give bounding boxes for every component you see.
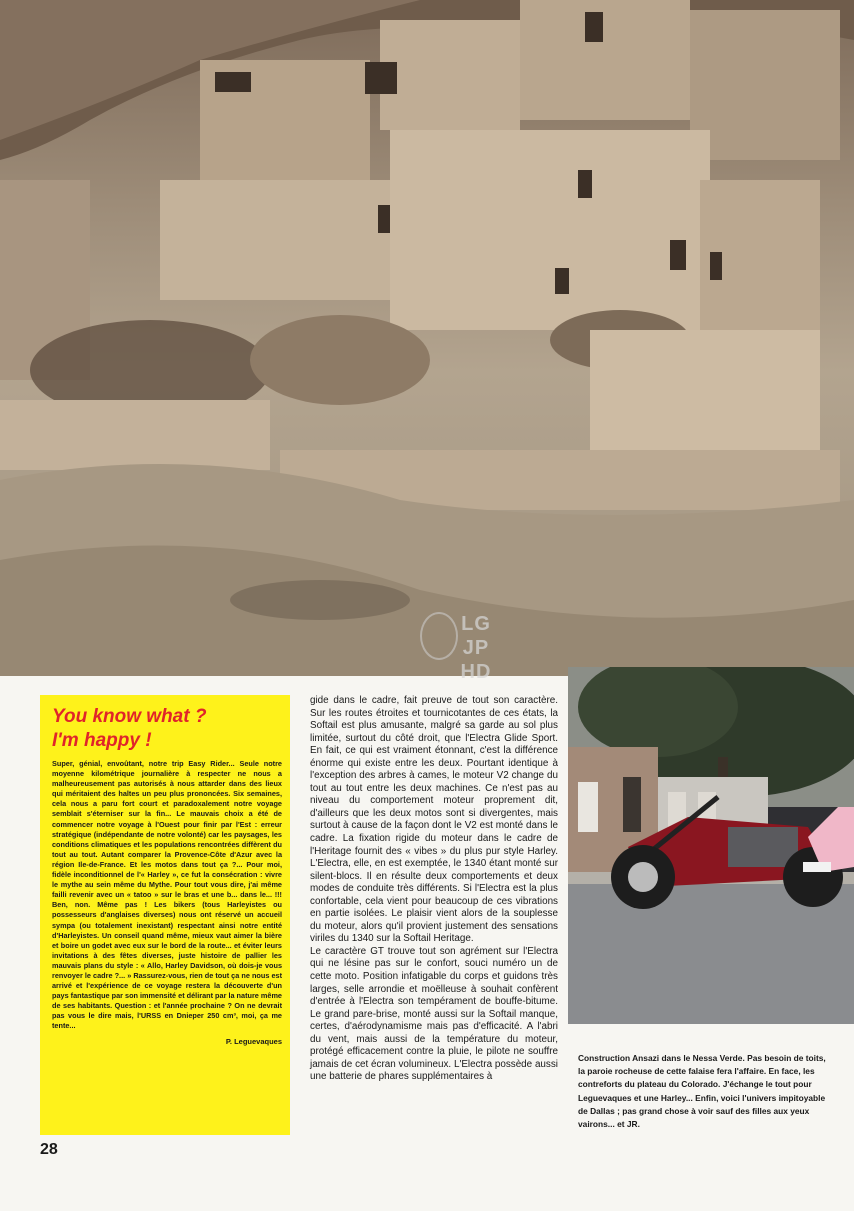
trike-photo — [568, 667, 854, 1024]
kiva — [250, 315, 430, 405]
sidebar-body: Super, génial, envoûtant, notre trip Easy Rider... Seule notre moyenne kilométrique journalière à respecter ne nous a malheureusement pas autorisés à nous attarder dans des lieux qui méritaient des haltes un peu plus prononcées. Six semaines, cela nous a paru fort court et paradoxalement notre voyage semblait s'éterniser sur la fin... Le mauvais choix a été de commencer notre voyage à l'Ouest pour finir par l'Est : erreur stratégique (indépendante de notre volonté) car les paysages, les conditions climatiques et les populations rencontrées diffèrent du tout au tout. Autant comparer la Provence-Côte d'Azur avec la région Ile-de-France. Et les motos dans tout ça ?... Pour moi, fidèle inconditionnel de l'« Harley », ce fut la consécration : vivre le mythe au sein même du Mythe. Pour tout vous dire, j'ai même failli revenir avec un « tatoo » sur le bras et une b... dans le... !!! Ben, non. Même pas ! Les bikers (tous Harleyistes ou possesseurs d'anglaises diverses) nous ont réservé un accueil sympa (ou totalement inexistant) respectant ainsi notre entité d'Harleyistes. Un conseil quand même, mieux vaut aimer la bière et boire un godet avec eux sur le bord de la route... et éviter leurs invitations à des fêtes diverses, juste histoire de pallier les mauvais plans du style : « Allo, Harley Davidson, où dois-je vous renvoyer le cadre ?... » Rassurez-vous, rien de tout ça ne nous est arrivé et l'expérience de ce voyage restera la découverte d'un pays fantastique par son immensité et délirant par la nature même de ses habitants. Question : et l'année prochaine ? On ne devrait pas vous le dire mais, l'URSS en Dnieper 250 cm³, moi, ça me tente... — [52, 759, 282, 1031]
sidebar-title — [52, 705, 282, 753]
sidebar-signature: P. Leguevaques — [225, 1036, 282, 1046]
photo-caption — [578, 1052, 830, 1131]
watermark-line: LG — [461, 613, 491, 635]
article-column — [310, 695, 558, 1084]
watermark — [448, 612, 504, 684]
sidebar-box — [40, 695, 290, 1135]
ruin-wall — [520, 0, 690, 120]
ruin-wall — [380, 20, 520, 130]
ruin-wall — [690, 10, 840, 160]
caption-line: Construction Ansazi dans le Nessa Verde. Pas besoin de toits, la paroie rocheuse de cette falaise fera l'affaire. — [578, 1053, 826, 1077]
ruin-wall — [160, 180, 390, 300]
ruin-wall — [0, 400, 270, 470]
caption-line: En face, les contreforts du plateau du Colorado. — [578, 1066, 815, 1090]
caption-line: Enfin, voici l'univers impitoyable de Dallas ; pas grand chose à voir sauf des filles aux yeux vairons... et JR. — [578, 1092, 826, 1130]
caption-line: J'échange le tout pour Leguevaques et une Harley... — [578, 1079, 812, 1103]
sidebar-title-line: You know what ? — [52, 706, 207, 727]
trike-illustration — [568, 667, 854, 1024]
article-paragraph: Le caractère GT trouve tout son agrément sur l'Electra qui ne lésine pas sur le confort, souci numéro un de cette moto. Position infatigable du corps et guidons très larges, selle arrondie et moëlleuse à souhait confèrent d'entrée à l'Electra son tempérament de bouffe-bitume. Le grand pare-brise, monté aussi sur la Softail manque, certes, d'aérodynamisme mais pas d'efficacité. A l'abri du vent, mais aussi de la température du moteur, protégé efficacement contre la pluie, le pilote ne souffre jamais de cet écran volumineux. L'Electra possède aussi une batterie de phares supplémentaires à — [310, 945, 558, 1083]
watermark-line: HD — [460, 661, 492, 683]
watermark-line: JP — [462, 637, 490, 659]
ruin-wall — [590, 330, 820, 460]
page-number: 28 — [40, 1141, 58, 1158]
trike-engine — [728, 827, 798, 867]
sidebar-title-line: I'm happy ! — [52, 730, 152, 751]
ruin-tower — [390, 130, 710, 330]
article-paragraph: gide dans le cadre, fait preuve de tout son caractère. Sur les routes étroites et tournicotantes de ces états, la Softail est plus amusante, malgré sa garde au sol plus limitée, surtout du côté droit, que l'Electra Glide Sport. En fait, ce qui est vraiment étonnant, c'est la différence énorme qui existe entre les deux. Pourtant identique à l'exception des arbres à cames, le moteur V2 change du tout au tout entre les deux machines. Ce n'est pas au niveau du comportement moteur proprement dit, d'ailleurs que les deux motos sont si divergentes, mais surtout à cause de la façon dont le V2 est monté dans le cadre. La fixation rigide du moteur dans le cadre de l'Heritage fournit des « vibes » du plus pur style Harley. L'Electra, elle, en est exemptée, le 1340 étant monté sur silent-blocs. Il en résulte deux comportements et deux modes de conduite très différents. Si l'Electra est la plus confortable, cela vient pour beaucoup de ces vibrations en partie isolées. Le plaisir vient alors de la souplesse du moteur, alors qu'il provient justement des sensations viriles du 1340 sur la Softail Heritage. — [310, 695, 558, 945]
